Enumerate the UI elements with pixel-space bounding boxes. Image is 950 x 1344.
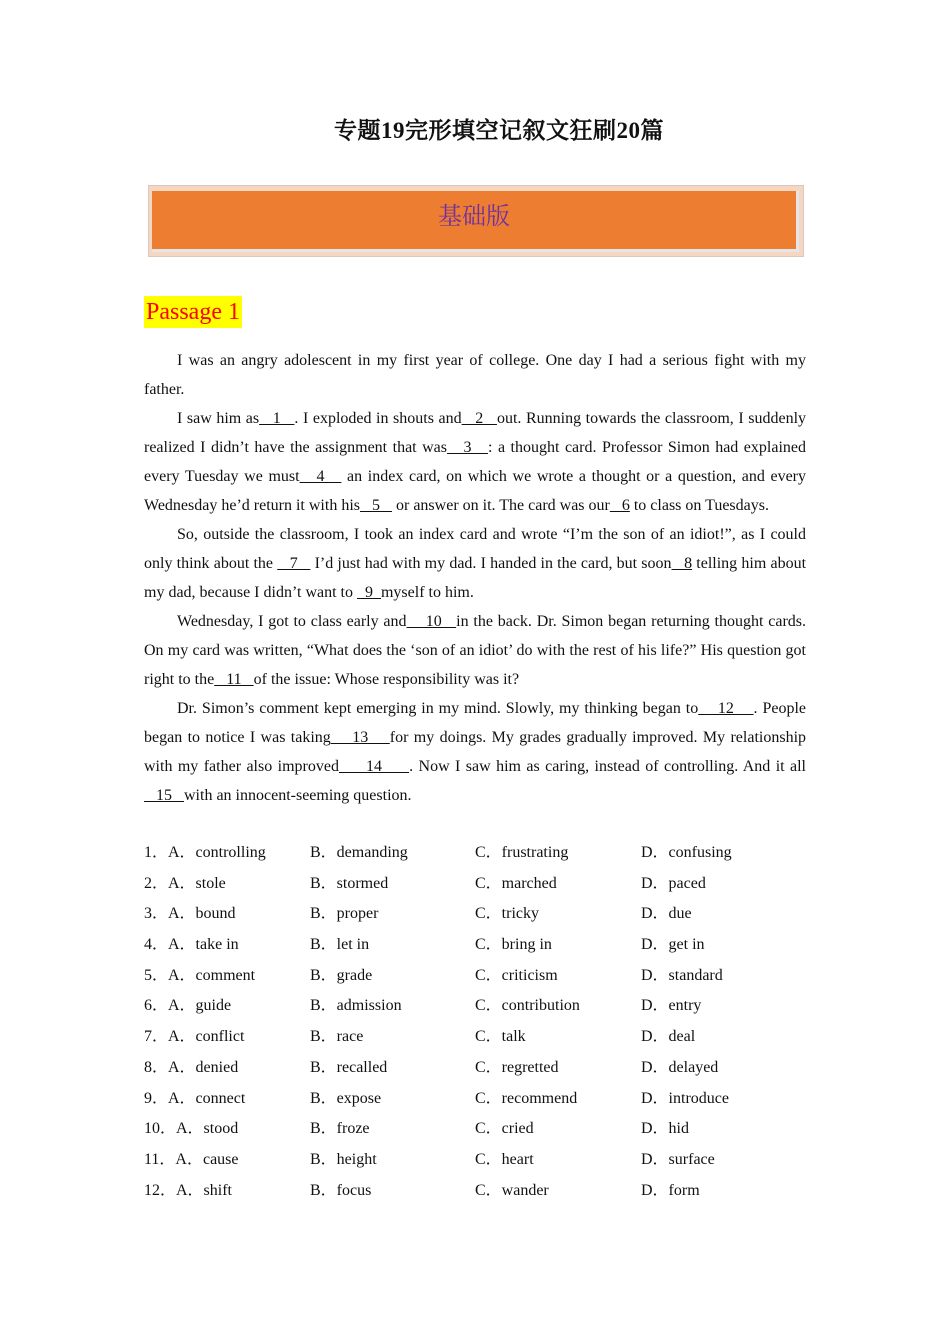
option-d: D．standard: [641, 966, 723, 984]
paragraph-text: myself to him.: [380, 584, 474, 601]
paragraph-text: out. Running towards the classroom, I suddenly realized I didn’t have the assignment that was: [144, 410, 807, 456]
option-d: D．form: [641, 1181, 700, 1199]
answer-blank: 2: [461, 410, 497, 427]
option-b: B．recalled: [310, 1058, 388, 1076]
paragraph-text: for my doings. My grades gradually improved. My relationship with my father also improved: [144, 729, 807, 775]
paragraph-text: with an innocent-seeming question.: [184, 787, 412, 804]
option-c: C．talk: [475, 1028, 526, 1046]
option-c: C．heart: [475, 1150, 534, 1168]
paragraph-text: . Now I saw him as caring, instead of controlling. And it all: [409, 758, 806, 775]
paragraph: [144, 694, 806, 810]
option-d: D．deal: [641, 1028, 696, 1046]
option-a: 9．A．connect: [144, 1089, 246, 1107]
option-a: 8．A．denied: [144, 1058, 239, 1076]
option-d: D．due: [641, 905, 692, 923]
option-row: [144, 930, 806, 961]
paragraph-text: Dr. Simon’s comment kept emerging in my mind. Slowly, my thinking began to: [177, 700, 699, 717]
answer-blank: 8: [671, 555, 693, 572]
passage-heading: Passage 1: [144, 296, 242, 328]
option-b: B．demanding: [310, 844, 408, 861]
option-row: [144, 961, 806, 992]
option-a: 10．A．stood: [144, 1120, 239, 1138]
option-c: C．marched: [475, 874, 557, 892]
option-b: B．focus: [310, 1181, 372, 1199]
paragraph-text: I’d just had with my dad. I handed in the card, but soon: [310, 555, 672, 572]
option-c: C．bring in: [475, 936, 552, 954]
page-title: 专题19完形填空记叙文狂刷20篇: [334, 118, 664, 143]
option-d: D．delayed: [641, 1058, 719, 1076]
option-row: [144, 1176, 806, 1207]
option-row: [144, 1084, 806, 1115]
option-a: 2．A．stole: [144, 874, 226, 892]
paragraph-text: in the back. Dr. Simon began returning thought cards. On my card was written, “What does the ‘son of an idiot’ do with the rest of his life?” His question got right to the: [144, 613, 807, 688]
option-d: D．confusing: [641, 844, 732, 861]
paragraph-text: : a thought card. Professor Simon had explained every Tuesday we must: [144, 439, 806, 485]
option-row: [144, 838, 806, 869]
paragraph-text: Wednesday, I got to class early and: [177, 613, 407, 630]
answer-blank: 6: [609, 497, 630, 514]
answer-options: [144, 838, 806, 1206]
option-b: B．grade: [310, 966, 373, 984]
answer-blank: 7: [277, 555, 311, 572]
option-c: C．recommend: [475, 1089, 578, 1107]
option-a: 5．A．comment: [144, 966, 256, 984]
banner-label: 基础版: [438, 203, 510, 230]
answer-blank: 11: [214, 671, 254, 688]
option-a: 1．A．controlling: [144, 844, 266, 861]
option-a: 7．A．conflict: [144, 1028, 245, 1046]
option-b: B．admission: [310, 997, 402, 1015]
option-c: C．cried: [475, 1120, 534, 1138]
option-row: [144, 1022, 806, 1053]
answer-blank: 9: [356, 584, 381, 601]
option-c: C．contribution: [475, 997, 580, 1015]
option-b: B．expose: [310, 1089, 382, 1107]
paragraph: [144, 404, 806, 520]
option-b: B．race: [310, 1028, 364, 1046]
option-d: D．paced: [641, 874, 706, 892]
option-b: B．let in: [310, 936, 370, 954]
option-d: D．get in: [641, 936, 705, 954]
option-row: [144, 899, 806, 930]
answer-blank: 13: [330, 729, 390, 746]
answer-blank: 1: [259, 410, 295, 427]
paragraph-text: of the issue: Whose responsibility was it?: [253, 671, 520, 688]
option-c: C．tricky: [475, 905, 539, 923]
option-d: D．introduce: [641, 1089, 729, 1107]
paragraph: [144, 520, 806, 607]
answer-blank: 14: [338, 758, 410, 775]
option-c: C．criticism: [475, 966, 558, 984]
answer-blank: 12: [698, 700, 754, 717]
answer-blank: 4: [299, 468, 342, 485]
option-c: C．frustrating: [475, 844, 569, 861]
option-a: 11．A．cause: [144, 1150, 239, 1168]
option-row: [144, 1145, 806, 1176]
answer-blank: 3: [447, 439, 488, 456]
level-banner: [152, 191, 799, 252]
option-d: D．hid: [641, 1120, 690, 1138]
option-a: 4．A．take in: [144, 936, 239, 954]
option-a: 3．A．bound: [144, 905, 236, 923]
option-c: C．regretted: [475, 1058, 559, 1076]
option-a: 6．A．guide: [144, 997, 232, 1015]
paragraph-text: . People began to notice I was taking: [144, 700, 807, 746]
paragraph: [144, 346, 806, 404]
answer-blank: 5: [360, 497, 392, 514]
paragraph-text: So, outside the classroom, I took an index card and wrote “I’m the son of an idiot!”, as I could only think about the: [144, 526, 806, 572]
paragraph-text: . I exploded in shouts and: [294, 410, 462, 427]
answer-blank: 15: [144, 787, 184, 804]
answer-blank: 10: [406, 613, 457, 630]
option-b: B．proper: [310, 905, 379, 923]
paragraph-text: I was an angry adolescent in my first year of college. One day I had a serious fight with my father.: [144, 352, 806, 398]
option-row: [144, 869, 806, 900]
passage-body: [144, 346, 806, 810]
option-d: D．surface: [641, 1150, 715, 1168]
option-b: B．stormed: [310, 874, 389, 892]
option-d: D．entry: [641, 997, 702, 1015]
option-row: [144, 1053, 806, 1084]
paragraph-text: or answer on it. The card was our: [392, 497, 610, 514]
option-row: [144, 1114, 806, 1145]
paragraph: [144, 607, 806, 694]
option-a: 12．A．shift: [144, 1181, 233, 1199]
option-c: C．wander: [475, 1181, 549, 1199]
paragraph-text: I saw him as: [177, 410, 260, 427]
option-b: B．height: [310, 1150, 377, 1168]
paragraph-text: telling him about my dad, because I didn’t want to: [144, 555, 807, 601]
paragraph-text: to class on Tuesdays.: [629, 497, 769, 514]
paragraph-text: an index card, on which we wrote a thought or a question, and every Wednesday he’d return it with his: [144, 468, 807, 514]
option-row: [144, 991, 806, 1022]
option-b: B．froze: [310, 1120, 370, 1138]
